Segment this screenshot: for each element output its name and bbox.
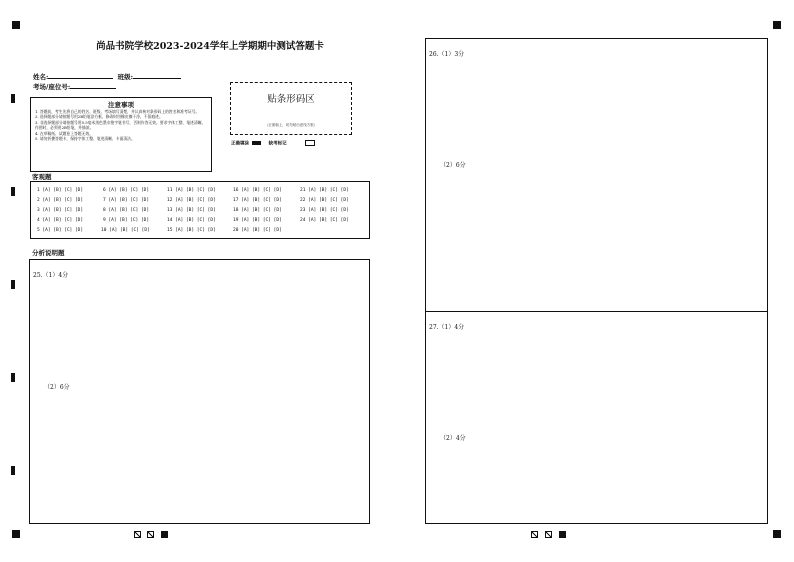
question-row[interactable]: 10 [A] [B] [C] [D] xyxy=(101,228,150,233)
question-row[interactable]: 8 [A] [B] [C] [D] xyxy=(103,208,150,213)
question-row[interactable]: 3 [A] [B] [C] [D] xyxy=(37,208,84,213)
corner-mark-top-right xyxy=(773,21,781,29)
question-row[interactable]: 20 [A] [B] [C] [D] xyxy=(233,228,282,233)
notes-line: 2. 选择题部分请按题号用2B铅笔涂方框，修改时用橡皮擦干净，不留痕迹。 xyxy=(35,114,163,120)
barcode-title: 贴条形码区 xyxy=(267,94,315,105)
q27-part1-label: 27.（1）4分 xyxy=(429,324,465,331)
question-row[interactable]: 21 [A] [B] [C] [D] xyxy=(300,188,349,193)
question-row[interactable]: 17 [A] [B] [C] [D] xyxy=(233,198,282,203)
question-row[interactable]: 5 [A] [B] [C] [D] xyxy=(37,228,84,233)
objective-section-label: 客观题 xyxy=(32,173,52,181)
notes-line: 5. 请勿折叠答题卡，保持字体工整、笔迹清晰、卡面清洁。 xyxy=(35,136,135,142)
q25-part1-label: 25.（1）4分 xyxy=(33,272,69,279)
question-row[interactable]: 16 [A] [B] [C] [D] xyxy=(233,188,282,193)
class-field[interactable] xyxy=(133,72,181,79)
question-row[interactable]: 14 [A] [B] [C] [D] xyxy=(167,218,216,223)
answer-area-q27[interactable] xyxy=(425,311,768,524)
name-label: 姓名: xyxy=(33,73,49,81)
q27-part2-label: （2）4分 xyxy=(440,435,466,442)
absent-mark-label: 缺考标记 xyxy=(268,141,287,147)
q25-part2-label: （2）6分 xyxy=(44,384,70,391)
question-row[interactable]: 23 [A] [B] [C] [D] xyxy=(300,208,349,213)
q26-part2-label: （2）6分 xyxy=(440,162,466,169)
page-title: 尚品书院学校2023-2024学年上学期期中测试答题卡 xyxy=(96,41,324,52)
answer-area-q26[interactable] xyxy=(425,38,768,312)
timing-mark xyxy=(11,94,15,103)
question-row[interactable]: 11 [A] [B] [C] [D] xyxy=(167,188,216,193)
corner-mark-bottom-right xyxy=(773,530,781,538)
corner-mark-top-left xyxy=(12,21,20,29)
class-label: 班级: xyxy=(117,73,134,81)
correct-fill-label: 正确填涂 xyxy=(231,141,249,147)
page-marker-solid xyxy=(559,531,566,538)
room-seat-field[interactable] xyxy=(70,82,116,89)
notes-title: 注意事项 xyxy=(108,101,134,109)
question-row[interactable]: 19 [A] [B] [C] [D] xyxy=(233,218,282,223)
q26-part1-label: 26.（1）3分 xyxy=(429,51,465,58)
question-row[interactable]: 18 [A] [B] [C] [D] xyxy=(233,208,282,213)
answer-area-q25[interactable] xyxy=(29,259,370,524)
notes-body xyxy=(35,109,207,141)
timing-mark xyxy=(11,280,15,289)
question-row[interactable]: 12 [A] [B] [C] [D] xyxy=(167,198,216,203)
page-marker-hatched xyxy=(531,531,538,538)
timing-mark xyxy=(11,187,15,196)
notes-box xyxy=(30,97,212,172)
name-field[interactable] xyxy=(48,72,113,79)
page-marker-solid xyxy=(161,531,168,538)
question-row[interactable]: 4 [A] [B] [C] [D] xyxy=(37,218,84,223)
analysis-section-label: 分析说明题 xyxy=(32,249,65,257)
notes-line: 4. 在草稿纸、试题卷上答题无效。 xyxy=(35,130,93,136)
question-row[interactable]: 24 [A] [B] [C] [D] xyxy=(300,218,349,223)
question-row[interactable]: 9 [A] [B] [C] [D] xyxy=(103,218,150,223)
question-row[interactable]: 15 [A] [B] [C] [D] xyxy=(167,228,216,233)
absent-mark-box[interactable] xyxy=(305,140,315,146)
barcode-hint: （正面朝上，切勿贴出虚线方框） xyxy=(264,123,318,127)
page-marker-hatched xyxy=(134,531,141,538)
timing-mark xyxy=(11,373,15,382)
notes-line: 3. 非选择题部分请按题号用0.5毫米黑色墨水签字笔书写，否则作答无效。要求字体工整、笔迹清晰。作图时，必须用2B铅笔，并描浓。 xyxy=(35,119,206,131)
fill-sample-row xyxy=(231,140,315,147)
page-marker-hatched xyxy=(147,531,154,538)
page-marker-hatched xyxy=(545,531,552,538)
question-row[interactable]: 13 [A] [B] [C] [D] xyxy=(167,208,216,213)
timing-mark xyxy=(11,466,15,475)
corner-mark-bottom-left xyxy=(12,530,20,538)
barcode-area xyxy=(230,82,352,135)
question-row[interactable]: 22 [A] [B] [C] [D] xyxy=(300,198,349,203)
correct-fill-sample xyxy=(252,141,261,145)
question-row[interactable]: 7 [A] [B] [C] [D] xyxy=(103,198,150,203)
room-seat-row xyxy=(33,82,116,91)
question-row[interactable]: 6 [A] [B] [C] [D] xyxy=(103,188,150,193)
room-seat-label: 考场/座位号: xyxy=(33,83,71,91)
question-row[interactable]: 2 [A] [B] [C] [D] xyxy=(37,198,84,203)
notes-line: 1. 答题前，考生先将自己的姓名、班级、考场填写清楚，并认真核对条形码上的姓名和准考证号。 xyxy=(35,109,200,114)
question-row[interactable]: 1 [A] [B] [C] [D] xyxy=(37,188,84,193)
name-class-row xyxy=(33,72,181,81)
objective-answer-box xyxy=(30,181,370,239)
